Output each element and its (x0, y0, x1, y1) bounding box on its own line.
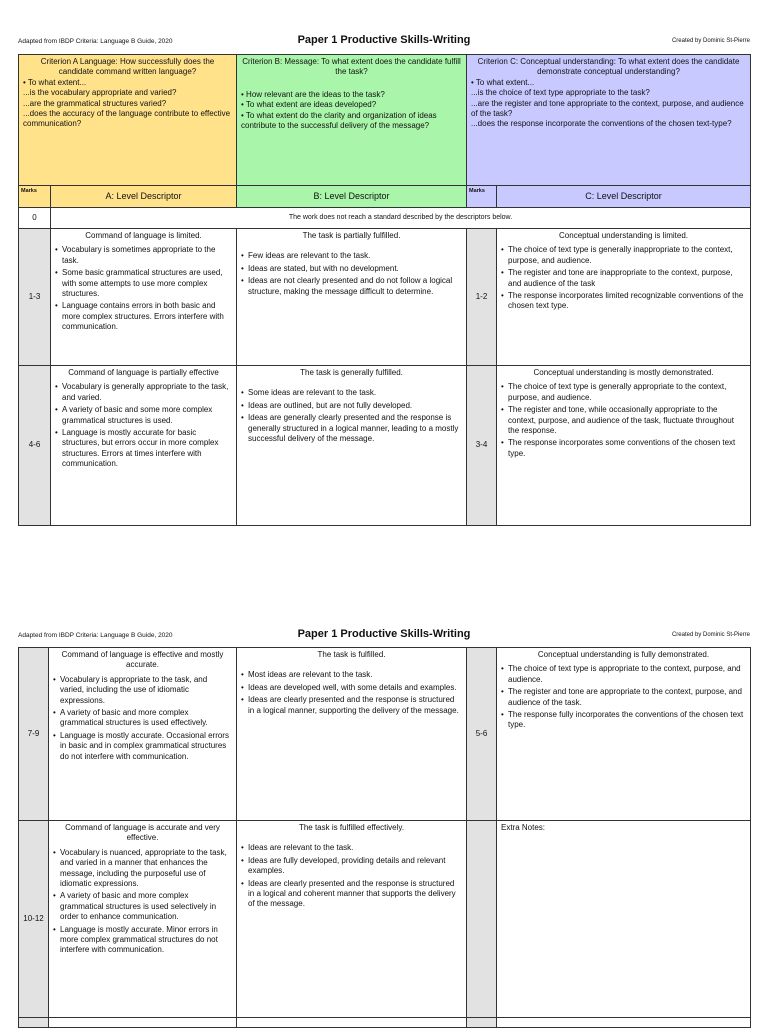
descriptor-title: Command of language is partially effective (68, 368, 219, 377)
criterion-c-line: ...does the response incorporate the conventions of the chosen text-type? (471, 119, 732, 129)
descriptor-item: • Ideas are stated, but with no development. (241, 264, 462, 274)
descriptor-item: • Vocabulary is appropriate to the task, and varied, including the use of idiomatic expressions. (53, 675, 232, 706)
continuation-cell (237, 1018, 467, 1028)
descriptor-item: • A variety of basic and more complex grammatical structures is used selectively in order to enhance communication. (53, 891, 232, 922)
marks-ab: 7-9 (19, 648, 49, 821)
criterion-c-line: ...is the choice of text type appropriate to the task? (471, 88, 650, 98)
descriptor-title: Command of language is accurate and very effective. (65, 823, 220, 843)
descriptor-title: Conceptual understanding is limited. (559, 231, 688, 240)
descriptor-item: • Language contains errors in both basic and more complex structures. Errors interfere with communication. (55, 301, 232, 332)
descriptor-item: • Most ideas are relevant to the task. (241, 670, 462, 680)
row-2-a (51, 366, 237, 526)
criterion-b-line: • To what extent are ideas developed? (241, 100, 377, 110)
descriptor-item: • Ideas are generally clearly presented and the response is generally structured in a logical manner, leading to a mostly successful delivery of the message. (241, 413, 462, 444)
descriptor-item: • Some ideas are relevant to the task. (241, 388, 462, 398)
descriptor-item: • The choice of text type is generally inappropriate to the context, purpose, and audience. (501, 245, 746, 266)
descriptor-item: • A variety of basic and some more complex grammatical structures is used. (55, 405, 232, 426)
row-4-c (497, 821, 751, 1018)
page-title: Paper 1 Productive Skills-Writing (297, 628, 471, 640)
criterion-c-title: Criterion C: Conceptual understanding: To what extent does the candidate demonstrate conceptual understanding? (477, 57, 740, 77)
descriptor-title: The task is fulfilled effectively. (298, 823, 405, 832)
descriptor-item: • The register and tone are inappropriate to the context, purpose, and audience of the task (501, 268, 746, 289)
row-2-c (497, 366, 751, 526)
marks-ab: 10-12 (19, 821, 49, 1018)
descriptor-item: • Vocabulary is generally appropriate to the task, and varied. (55, 382, 232, 403)
marks-c: 3-4 (467, 366, 497, 526)
descriptor-item: • The response incorporates limited recognizable conventions of the chosen text type. (501, 291, 746, 312)
marks-c: 5-6 (467, 648, 497, 821)
row-3-b (237, 648, 467, 821)
descriptor-item: • The choice of text type is appropriate to the context, purpose, and audience. (501, 664, 746, 685)
continuation-cell (467, 1018, 497, 1028)
row-4-a (49, 821, 237, 1018)
row-1-a (51, 229, 237, 366)
descriptor-item: • Language is mostly accurate. Occasional errors in basic and in complex grammatical structures do not interfere with communication. (53, 731, 232, 762)
author-note: Created by Dominic St-Pierre (671, 632, 750, 638)
row-2-b (237, 366, 467, 526)
descriptor-item: • Ideas are fully developed, providing details and relevant examples. (241, 856, 462, 877)
descriptor-item: • The choice of text type is generally appropriate to the context, purpose, and audience. (501, 382, 746, 403)
criterion-b-title: Criterion B: Message: To what extent does the candidate fulfill the task? (242, 57, 461, 77)
row-1-c (497, 229, 751, 366)
descriptor-item: • Language is mostly accurate. Minor errors in more complex grammatical structures do not interfere with communication. (53, 925, 232, 956)
criterion-a-line: ...is the vocabulary appropriate and varied? (23, 88, 177, 98)
descriptor-item: • The register and tone, while occasionally appropriate to the context, purpose, and audience of the task, fluctuate throughout the response. (501, 405, 746, 436)
row-1-b (237, 229, 467, 366)
criterion-b-line: • To what extent do the clarity and organization of ideas contribute to the successful delivery of the message? (241, 110, 437, 130)
descriptor-item: • Language is mostly accurate for basic structures, but errors occur in more complex structures. Errors at times interfere with communication. (55, 428, 232, 470)
level-descriptor-a: A: Level Descriptor (51, 186, 237, 208)
marks-ab: 1-3 (19, 229, 51, 366)
continuation-cell (497, 1018, 751, 1028)
level-descriptor-b: B: Level Descriptor (237, 186, 467, 208)
criterion-b-cell (237, 55, 467, 186)
descriptor-title: Command of language is effective and mostly accurate. (61, 650, 224, 670)
source-note: Adapted from IBDP Criteria: Language B Guide, 2020 (18, 38, 173, 45)
descriptor-item: • Some basic grammatical structures are used, with some attempts to use more complex structures. (55, 268, 232, 299)
marks-c-empty (467, 821, 497, 1018)
row-4-b (237, 821, 467, 1018)
criterion-a-cell (19, 55, 237, 186)
criterion-c-cell (467, 55, 751, 186)
level-descriptor-c: C: Level Descriptor (497, 186, 751, 208)
descriptor-item: • The register and tone are appropriate to the context, purpose, and audience of the task. (501, 687, 746, 708)
page-header-2 (0, 628, 768, 648)
descriptor-item: • Ideas are clearly presented and the response is structured in a logical manner, supporting the delivery of the message. (241, 695, 462, 716)
criterion-b-line: • How relevant are the ideas to the task? (241, 89, 385, 99)
descriptor-item: • The response incorporates some conventions of the chosen text type. (501, 438, 746, 459)
criterion-a-line: ...does the accuracy of the language contribute to effective communication? (23, 108, 231, 129)
row-3-c (497, 648, 751, 821)
descriptor-title: Conceptual understanding is fully demonstrated. (537, 650, 710, 659)
row-3-a (49, 648, 237, 821)
marks-ab: 4-6 (19, 366, 51, 526)
page-title: Paper 1 Productive Skills-Writing (297, 34, 471, 46)
descriptor-item: • Ideas are not clearly presented and do not follow a logical structure, making the message difficult to determine. (241, 276, 462, 297)
continuation-cell (19, 1018, 49, 1028)
rubric-table-page-2 (18, 647, 751, 1028)
descriptor-title: Conceptual understanding is mostly demonstrated. (533, 368, 714, 377)
criterion-c-line: • To what extent... (471, 77, 535, 87)
criterion-a-line: • To what extent... (23, 77, 87, 87)
source-note: Adapted from IBDP Criteria: Language B Guide, 2020 (18, 632, 173, 639)
extra-notes-label: Extra Notes: (501, 823, 546, 832)
descriptor-item: • Few ideas are relevant to the task. (241, 251, 462, 261)
descriptor-title: The task is partially fulfilled. (302, 231, 401, 240)
page-header-1 (0, 34, 768, 54)
rubric-table-page-1 (18, 54, 751, 526)
marks-header-a: Marks (19, 186, 51, 208)
marks-header-c: Marks (467, 186, 497, 208)
descriptor-item: • Ideas are outlined, but are not fully developed. (241, 401, 462, 411)
continuation-cell (49, 1018, 237, 1028)
descriptor-item: • Ideas are relevant to the task. (241, 843, 462, 853)
criterion-a-title: Criterion A Language: How successfully does the candidate command written language? (40, 57, 215, 77)
zero-descriptor: The work does not reach a standard described by the descriptors below. (51, 208, 751, 229)
descriptor-item: • Ideas are clearly presented and the response is structured in a logical and coherent manner that supports the delivery of the message. (241, 879, 462, 910)
criterion-a-line: ...are the grammatical structures varied? (23, 98, 167, 108)
descriptor-item: • A variety of basic and more complex grammatical structures is used effectively. (53, 708, 232, 729)
descriptor-title: The task is generally fulfilled. (300, 368, 403, 377)
zero-marks: 0 (19, 208, 51, 229)
descriptor-item: • Vocabulary is sometimes appropriate to the task. (55, 245, 232, 266)
descriptor-title: The task is fulfilled. (317, 650, 386, 659)
marks-c: 1-2 (467, 229, 497, 366)
descriptor-item: • Vocabulary is nuanced, appropriate to the task, and varied in a manner that enhances the message, including the purposeful use of idiomatic expressions. (53, 848, 232, 890)
descriptor-item: • The response fully incorporates the conventions of the chosen text type. (501, 710, 746, 731)
descriptor-item: • Ideas are developed well, with some details and examples. (241, 683, 462, 693)
criterion-c-line: ...are the register and tone appropriate to the context, purpose, and audience of the task? (471, 98, 744, 118)
descriptor-title: Command of language is limited. (85, 231, 202, 240)
author-note: Created by Dominic St-Pierre (671, 38, 750, 44)
